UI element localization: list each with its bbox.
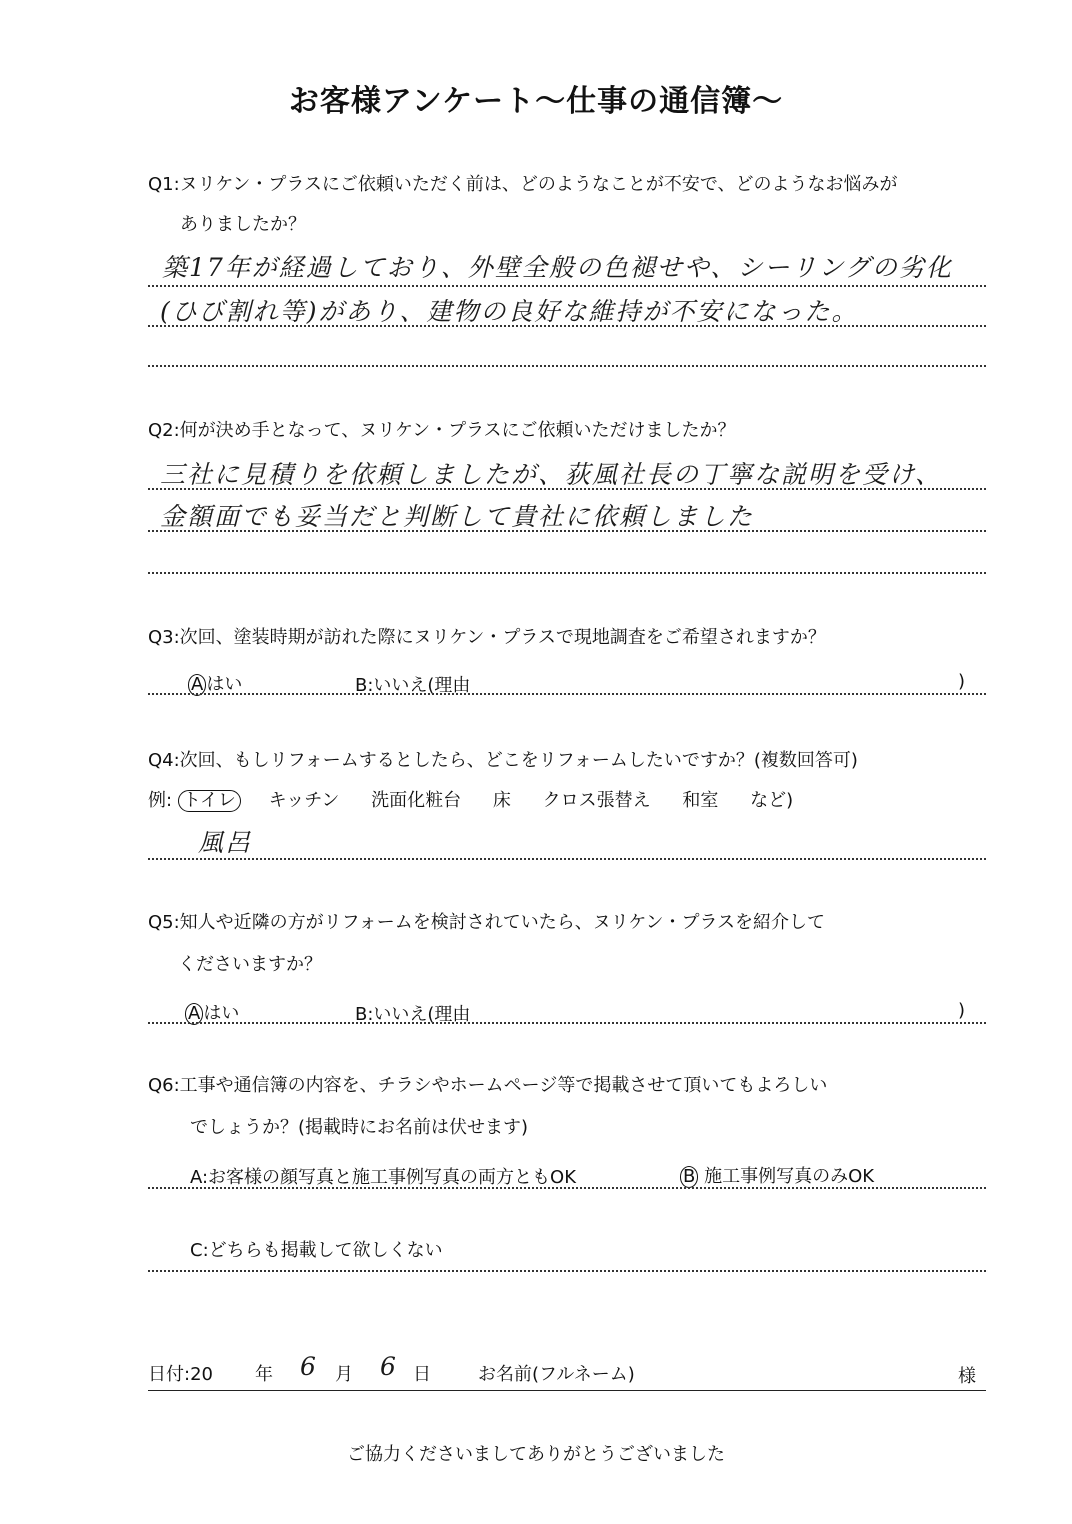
- answer-line: [148, 325, 986, 327]
- example-toilet-selected: トイレ: [178, 790, 241, 812]
- example-item: 洗面化粧台: [371, 790, 462, 811]
- answer-line: [148, 1187, 986, 1189]
- month-label: 月: [335, 1364, 353, 1385]
- name-label: お名前(フルネーム): [478, 1364, 635, 1385]
- q6-option-a: A:お客様の顔写真と施工事例写真の両方ともOK: [190, 1167, 577, 1188]
- q1-answer-line-2: (ひび割れ等)があり、建物の良好な維持が不安になった。: [160, 297, 859, 326]
- q1-question: Q1:ヌリケン・プラスにご依頼いただく前は、どのようなことが不安で、どのようなお悩みが: [148, 174, 898, 195]
- q5-question: Q5:知人や近隣の方がリフォームを検討されていたら、ヌリケン・プラスを紹介して: [148, 912, 825, 933]
- example-item: キッチン: [268, 790, 340, 811]
- month-value: 6: [300, 1352, 318, 1381]
- q5-close-paren: ): [958, 1000, 966, 1021]
- q6-question-cont: でしょうか？(掲載時にお名前は伏せます): [190, 1117, 529, 1138]
- option-label: はい: [203, 1003, 240, 1024]
- answer-line: [148, 693, 986, 695]
- q2-answer-line-2: 金額面でも妥当だと判断して貴社に依頼しました: [160, 502, 755, 531]
- q4-answer: 風呂: [198, 828, 253, 857]
- selected-circle: B: [680, 1166, 698, 1188]
- q5-option-b: B:いいえ(理由: [355, 1004, 471, 1025]
- example-item: 床: [492, 790, 511, 811]
- option-label: 施工事例写真のみOK: [704, 1166, 875, 1187]
- q6-option-c: C:どちらも掲載して欲しくない: [190, 1240, 443, 1261]
- answer-line: [148, 1270, 986, 1272]
- honorific: 様: [958, 1366, 976, 1387]
- answer-line: [148, 858, 986, 860]
- q1-question-cont: ありましたか？: [180, 214, 306, 235]
- signature-line: [148, 1390, 986, 1391]
- example-item: クロス張替え: [542, 790, 651, 811]
- year-label: 年: [255, 1364, 273, 1385]
- answer-line: [148, 530, 986, 532]
- q4-question: Q4:次回、もしリフォームするとしたら、どこをリフォームしたいですか？(複数回答可): [148, 750, 858, 771]
- q2-answer-line-1: 三社に見積りを依頼しましたが、荻風社長の丁寧な説明を受け、: [160, 460, 943, 489]
- q5-question-cont: くださいますか？: [178, 954, 322, 975]
- q3-option-b: B:いいえ(理由: [355, 675, 471, 696]
- answer-line: [148, 572, 986, 574]
- example-label: 例:: [148, 790, 173, 811]
- option-label: はい: [206, 674, 243, 695]
- q2-question: Q2:何が決め手となって、ヌリケン・プラスにご依頼いただけましたか？: [148, 420, 736, 441]
- selected-circle: A: [185, 1003, 203, 1025]
- q6-option-b: [680, 1162, 874, 1188]
- answer-line: [148, 285, 986, 287]
- q1-answer-line-1: 築17年が経過しており、外壁全般の色褪せや、シーリングの劣化: [162, 253, 953, 282]
- answer-line: [148, 488, 986, 490]
- selected-circle: A: [188, 674, 206, 696]
- q6-question: Q6:工事や通信簿の内容を、チラシやホームページ等で掲載させて頂いてもよろしい: [148, 1075, 828, 1096]
- answer-line: [148, 1022, 986, 1024]
- page-title: お客様アンケート〜仕事の通信簿〜: [288, 84, 784, 119]
- q3-question: Q3:次回、塗装時期が訪れた際にヌリケン・プラスで現地調査をご希望されますか？: [148, 627, 826, 648]
- day-value: 6: [380, 1352, 398, 1381]
- example-item: 和室: [682, 790, 719, 811]
- date-label: 日付:20: [148, 1364, 213, 1385]
- example-item: など): [750, 790, 794, 811]
- thanks-message: ご協力くださいましてありがとうございました: [347, 1444, 725, 1465]
- q3-close-paren: ): [958, 671, 966, 692]
- answer-line: [148, 365, 986, 367]
- q4-examples: [148, 786, 793, 812]
- day-label: 日: [413, 1364, 431, 1385]
